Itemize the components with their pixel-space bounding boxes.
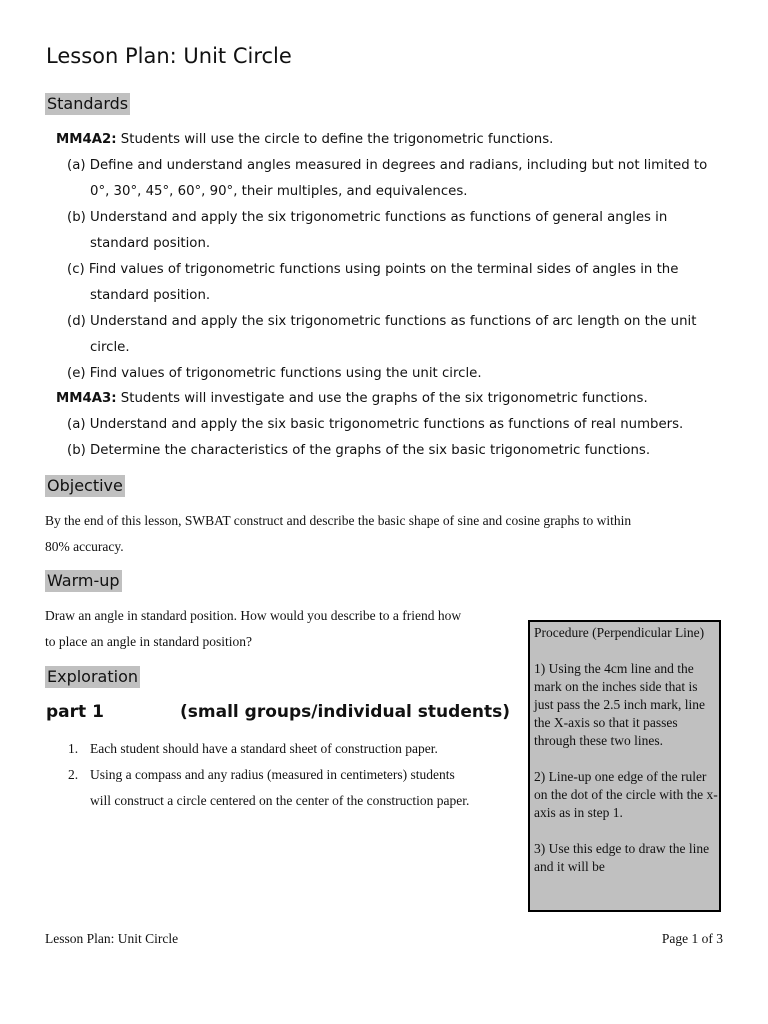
standard-item-d: (d) Understand and apply the six trigonometric functions as functions of arc length on the unit (67, 314, 697, 329)
standard-mm4a2 (56, 131, 553, 149)
sidebar-paragraph: 3) Use this edge to draw the line and it will be (534, 841, 710, 874)
standard-item-b: (b) Determine the characteristics of the graphs of the six basic trigonometric functions. (67, 443, 651, 458)
part-label: part 1 (46, 702, 104, 722)
step-text-line: will construct a circle centered on the center of the construction paper. (90, 793, 470, 808)
standard-item-d-cont: circle. (90, 340, 130, 355)
objective-heading: Objective (47, 476, 123, 495)
step-text-line: Each student should have a standard sheet of construction paper. (90, 741, 438, 756)
standard-text: Students will use the circle to define the trigonometric functions. (116, 132, 554, 147)
part-mode: (small groups/individual students) (180, 702, 510, 722)
sidebar-paragraph: 2) Line-up one edge of the ruler on the dot of the circle with the x-axis as in step 1. (534, 769, 718, 820)
footer-title: Lesson Plan: Unit Circle (45, 931, 179, 946)
procedure-sidebar (528, 620, 721, 912)
standard-item-a: (a) Define and understand angles measured in degrees and radians, including but not limited to (67, 158, 708, 173)
sidebar-paragraph: 1) Using the 4cm line and the mark on the inches side that is just pass the 2.5 inch mark, line the X-axis so that it passes through these two lines. (534, 661, 705, 748)
standards-heading: Standards (47, 94, 129, 113)
warmup-text-line: to place an angle in standard position? (45, 634, 252, 649)
standard-item-c: (c) Find values of trigonometric functions using points on the terminal sides of angles in the (67, 262, 679, 277)
standard-mm4a3 (56, 390, 648, 408)
sidebar-paragraph: Procedure (Perpendicular Line) (534, 625, 705, 640)
standard-text: Students will investigate and use the graphs of the six trigonometric functions. (116, 391, 648, 406)
standard-code: MM4A2: (56, 132, 117, 147)
step-text-line: Using a compass and any radius (measured in centimeters) students (90, 767, 455, 782)
standard-code: MM4A3: (56, 391, 117, 406)
standard-item-a: (a) Understand and apply the six basic trigonometric functions as functions of real numbers. (67, 417, 684, 432)
objective-text-line: By the end of this lesson, SWBAT construct and describe the basic shape of sine and cosine graphs to within (45, 513, 632, 528)
page-number: Page 1 of 3 (661, 931, 723, 946)
warmup-text-line: Draw an angle in standard position. How would you describe to a friend how (45, 608, 462, 623)
step-number: 2. (68, 767, 79, 782)
warmup-heading: Warm-up (47, 571, 120, 590)
objective-text-line: 80% accuracy. (45, 539, 124, 554)
standard-item-b: (b) Understand and apply the six trigonometric functions as functions of general angles in (67, 210, 668, 225)
exploration-heading: Exploration (47, 667, 138, 686)
step-number: 1. (68, 741, 79, 756)
standard-item-e: (e) Find values of trigonometric functions using the unit circle. (67, 366, 482, 381)
standard-item-c-cont: standard position. (90, 288, 211, 303)
standard-item-a-cont: 0°, 30°, 45°, 60°, 90°, their multiples, and equivalences. (90, 184, 468, 199)
standard-item-b-cont: standard position. (90, 236, 211, 251)
page-title: Lesson Plan: Unit Circle (46, 44, 292, 68)
